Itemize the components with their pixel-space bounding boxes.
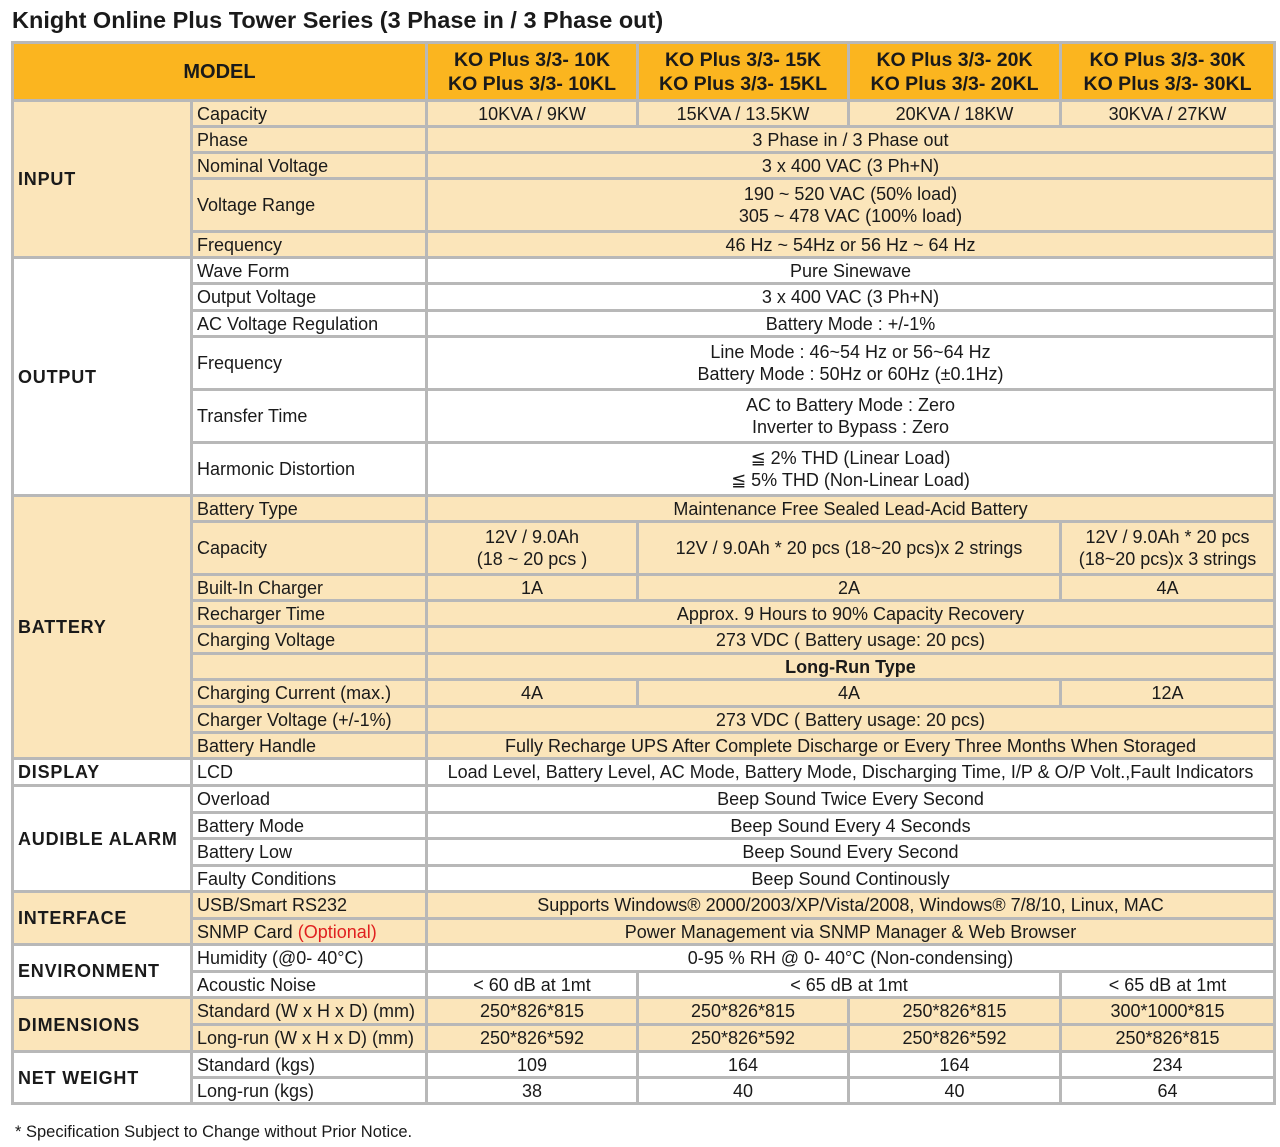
model-name: KO Plus 3/3- 15K — [664, 48, 822, 71]
row-value — [427, 337, 1275, 390]
spec-row — [13, 101, 1275, 127]
row-value: 250*826*815 — [638, 998, 849, 1025]
row-label: Battery Low — [192, 839, 427, 866]
row-value: 273 VDC ( Battery usage: 20 pcs) — [427, 627, 1275, 654]
model-name: KO Plus 3/3- 20K — [876, 48, 1033, 71]
row-value: 250*826*815 — [427, 998, 638, 1025]
model-col-4 — [1061, 43, 1275, 101]
spec-row — [13, 390, 1275, 443]
row-label: USB/Smart RS232 — [192, 892, 427, 919]
spec-row — [13, 1052, 1275, 1078]
row-value — [427, 390, 1275, 443]
model-col-2 — [638, 43, 849, 101]
row-value: < 65 dB at 1mt — [1061, 972, 1275, 998]
row-label: Nominal Voltage — [192, 153, 427, 179]
row-value: Load Level, Battery Level, AC Mode, Battery Mode, Discharging Time, I/P & O/P Volt.,Fault Indicators — [427, 759, 1275, 786]
row-value: 250*826*815 — [1061, 1025, 1275, 1052]
row-value: Beep Sound Every 4 Seconds — [427, 813, 1275, 839]
row-value: Beep Sound Continously — [427, 866, 1275, 892]
category-input: INPUT — [13, 101, 192, 258]
row-value — [427, 179, 1275, 232]
row-label: Battery Handle — [192, 733, 427, 759]
row-value: 4A — [1061, 575, 1275, 601]
value-line: (18 ~ 20 pcs ) — [476, 549, 588, 569]
spec-row — [13, 627, 1275, 654]
spec-row — [13, 707, 1275, 733]
row-value: 46 Hz ~ 54Hz or 56 Hz ~ 64 Hz — [427, 232, 1275, 258]
row-value: 15KVA / 13.5KW — [638, 101, 849, 127]
spec-table — [11, 41, 1276, 1105]
row-label: Charging Voltage — [192, 627, 427, 654]
value-line: Inverter to Bypass : Zero — [751, 417, 950, 437]
row-label: Humidity (@0- 40°C) — [192, 945, 427, 972]
footnote: * Specification Subject to Change without Prior Notice. — [15, 1123, 413, 1141]
row-value: < 60 dB at 1mt — [427, 972, 638, 998]
row-label: Voltage Range — [192, 179, 427, 232]
row-label — [192, 919, 427, 945]
row-value: 4A — [427, 680, 638, 707]
row-label: Recharger Time — [192, 601, 427, 627]
row-value: Pure Sinewave — [427, 258, 1275, 284]
value-line: (18~20 pcs)x 3 strings — [1078, 549, 1257, 569]
row-value — [427, 522, 638, 575]
row-label: Charger Voltage (+/-1%) — [192, 707, 427, 733]
row-label: Built-In Charger — [192, 575, 427, 601]
value-line: 305 ~ 478 VAC (100% load) — [738, 206, 963, 226]
row-label: Frequency — [192, 232, 427, 258]
category-battery: BATTERY — [13, 496, 192, 759]
row-label: Long-run (kgs) — [192, 1078, 427, 1104]
row-value: 164 — [638, 1052, 849, 1078]
row-label-empty — [192, 654, 427, 680]
row-value: Power Management via SNMP Manager & Web Browser — [427, 919, 1275, 945]
category-interface: INTERFACE — [13, 892, 192, 945]
row-label: LCD — [192, 759, 427, 786]
row-value — [427, 443, 1275, 496]
row-value: 40 — [638, 1078, 849, 1104]
category-audible-alarm: AUDIBLE ALARM — [13, 786, 192, 892]
row-label: Frequency — [192, 337, 427, 390]
spec-row — [13, 759, 1275, 786]
row-label: Wave Form — [192, 258, 427, 284]
spec-row — [13, 337, 1275, 390]
spec-row — [13, 998, 1275, 1025]
model-name: KO Plus 3/3- 30K — [1089, 48, 1246, 71]
long-run-heading: Long-Run Type — [427, 654, 1275, 680]
spec-row — [13, 866, 1275, 892]
value-line: 12V / 9.0Ah * 20 pcs — [1085, 527, 1250, 547]
spec-row — [13, 601, 1275, 627]
model-header: MODEL — [13, 43, 427, 101]
row-value: 3 Phase in / 3 Phase out — [427, 127, 1275, 153]
row-value: 164 — [849, 1052, 1061, 1078]
row-value: 64 — [1061, 1078, 1275, 1104]
row-label: Capacity — [192, 522, 427, 575]
spec-row — [13, 733, 1275, 759]
row-value: 300*1000*815 — [1061, 998, 1275, 1025]
spec-row — [13, 1025, 1275, 1052]
model-col-3 — [849, 43, 1061, 101]
spec-row — [13, 786, 1275, 813]
row-label: Charging Current (max.) — [192, 680, 427, 707]
row-label: Battery Mode — [192, 813, 427, 839]
category-net-weight: NET WEIGHT — [13, 1052, 192, 1104]
row-value: 10KVA / 9KW — [427, 101, 638, 127]
row-value: 273 VDC ( Battery usage: 20 pcs) — [427, 707, 1275, 733]
model-name-l: KO Plus 3/3- 10KL — [448, 72, 616, 95]
category-output: OUTPUT — [13, 258, 192, 496]
spec-row — [13, 284, 1275, 311]
row-label: Phase — [192, 127, 427, 153]
row-value: < 65 dB at 1mt — [638, 972, 1061, 998]
row-value: 12A — [1061, 680, 1275, 707]
row-label: Capacity — [192, 101, 427, 127]
spec-row — [13, 839, 1275, 866]
row-label: Battery Type — [192, 496, 427, 522]
row-label: Standard (W x H x D) (mm) — [192, 998, 427, 1025]
row-value: Approx. 9 Hours to 90% Capacity Recovery — [427, 601, 1275, 627]
row-value: 2A — [638, 575, 1061, 601]
spec-row — [13, 945, 1275, 972]
row-value: 250*826*592 — [849, 1025, 1061, 1052]
spec-row — [13, 311, 1275, 337]
row-label: Transfer Time — [192, 390, 427, 443]
spec-row — [13, 443, 1275, 496]
row-value: Beep Sound Twice Every Second — [427, 786, 1275, 813]
row-value: Maintenance Free Sealed Lead-Acid Battery — [427, 496, 1275, 522]
value-line: ≦ 2% THD (Linear Load) — [750, 448, 951, 468]
spec-row — [13, 654, 1275, 680]
model-name-l: KO Plus 3/3- 15KL — [659, 72, 827, 95]
row-label: Standard (kgs) — [192, 1052, 427, 1078]
value-line: 190 ~ 520 VAC (50% load) — [743, 184, 958, 204]
spec-row — [13, 127, 1275, 153]
row-label: Faulty Conditions — [192, 866, 427, 892]
category-environment: ENVIRONMENT — [13, 945, 192, 998]
row-value: 250*826*592 — [638, 1025, 849, 1052]
spec-row — [13, 892, 1275, 919]
row-value: 20KVA / 18KW — [849, 101, 1061, 127]
spec-row — [13, 575, 1275, 601]
value-line: ≦ 5% THD (Non-Linear Load) — [731, 470, 970, 490]
model-name-l: KO Plus 3/3- 20KL — [870, 72, 1039, 95]
category-dimensions: DIMENSIONS — [13, 998, 192, 1052]
value-line: Battery Mode : 50Hz or 60Hz (±0.1Hz) — [697, 364, 1004, 384]
row-label: Long-run (W x H x D) (mm) — [192, 1025, 427, 1052]
row-value: 30KVA / 27KW — [1061, 101, 1275, 127]
snmp-label: SNMP Card — [197, 921, 293, 942]
spec-row — [13, 258, 1275, 284]
value-line: Line Mode : 46~54 Hz or 56~64 Hz — [710, 342, 991, 362]
row-value: 38 — [427, 1078, 638, 1104]
row-value: 109 — [427, 1052, 638, 1078]
row-value: 3 x 400 VAC (3 Ph+N) — [427, 153, 1275, 179]
spec-row — [13, 232, 1275, 258]
row-value: 40 — [849, 1078, 1061, 1104]
row-value: 250*826*815 — [849, 998, 1061, 1025]
spec-row — [13, 522, 1275, 575]
row-value — [1061, 522, 1275, 575]
row-value: Supports Windows® 2000/2003/XP/Vista/2008, Windows® 7/8/10, Linux, MAC — [427, 892, 1275, 919]
row-value: 12V / 9.0Ah * 20 pcs (18~20 pcs)x 2 strings — [638, 522, 1061, 575]
row-label: Harmonic Distortion — [192, 443, 427, 496]
spec-row — [13, 496, 1275, 522]
spec-row — [13, 680, 1275, 707]
row-label: AC Voltage Regulation — [192, 311, 427, 337]
row-value: 4A — [638, 680, 1061, 707]
row-label: Overload — [192, 786, 427, 813]
value-line: AC to Battery Mode : Zero — [745, 395, 956, 415]
page-title: Knight Online Plus Tower Series (3 Phase in / 3 Phase out) — [12, 7, 664, 33]
header-row — [13, 43, 1275, 101]
spec-row — [13, 1078, 1275, 1104]
spec-row — [13, 179, 1275, 232]
row-value: 1A — [427, 575, 638, 601]
row-value: Battery Mode : +/-1% — [427, 311, 1275, 337]
value-line: 12V / 9.0Ah — [484, 527, 580, 547]
category-display: DISPLAY — [13, 759, 192, 786]
row-value: 3 x 400 VAC (3 Ph+N) — [427, 284, 1275, 311]
row-label: Acoustic Noise — [192, 972, 427, 998]
spec-row — [13, 153, 1275, 179]
row-value: Fully Recharge UPS After Complete Discharge or Every Three Months When Storaged — [427, 733, 1275, 759]
row-label: Output Voltage — [192, 284, 427, 311]
spec-row — [13, 972, 1275, 998]
optional-tag: (Optional) — [297, 921, 377, 942]
spec-row — [13, 813, 1275, 839]
model-col-1 — [427, 43, 638, 101]
row-value: 234 — [1061, 1052, 1275, 1078]
model-name: KO Plus 3/3- 10K — [453, 48, 611, 71]
model-name-l: KO Plus 3/3- 30KL — [1083, 72, 1252, 95]
spec-row — [13, 919, 1275, 945]
row-value: 250*826*592 — [427, 1025, 638, 1052]
row-value: 0-95 % RH @ 0- 40°C (Non-condensing) — [427, 945, 1275, 972]
row-value: Beep Sound Every Second — [427, 839, 1275, 866]
